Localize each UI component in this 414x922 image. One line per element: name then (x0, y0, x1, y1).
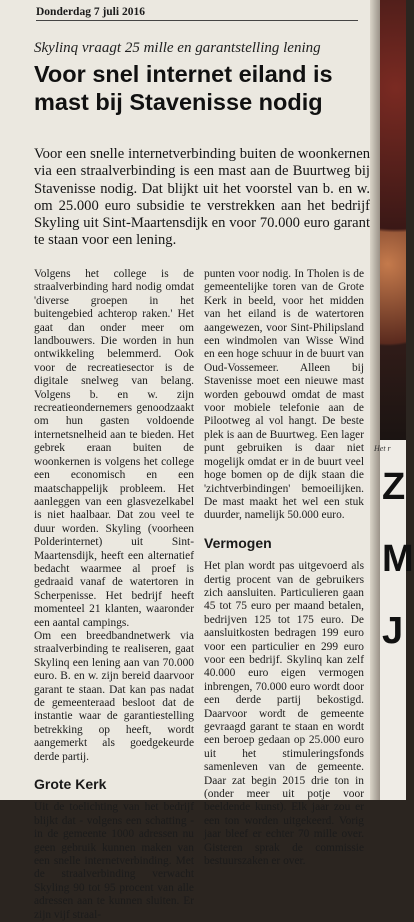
body-paragraph: Het plan wordt pas uitgevoerd als dertig procent van de gebruikers zich aansluiten. Particulieren gaan 45 tot 75 euro per maand betalen, bedrijven 125 tot 175 euro. De aansluitkosten bedragen 199 euro voor een particulier en 299 euro voor een bedrijf. Skylinq kan zelf 40.000 euro eigen vermogen inbrengen, 70.000 euro wordt door een derde partij bekostigd. Daarvoor wordt de gemeente gevraagd garant te staan en wordt een beroep gedaan op 25.000 euro uit het stimuleringsfonds samenleven van de gemeente. Daar zat begin 2015 drie ton in (onder meer uit potje voor beeldende kunst). Elk jaar zou er een ton worden uitgekeerd. Vorig jaar bleef er echter 70 mille over. Gisteren sprak de commissie bestuurszaken er over. (204, 560, 364, 868)
adjacent-headline-letter: M (382, 538, 414, 580)
body-paragraph: punten voor nodig. In Tholen is de gemeentelijke toren van de Grote Kerk in beeld, voor het midden van het eiland is de watertoren aangewezen, voor Sint-Philipsland een windmolen van Wisse Wind en een hoge schuur in de buurt van Oud-Vossemeer. Alleen bij Stavenisse moet een nieuwe mast worden gebouwd omdat de mast voor mobiele telefonie aan de Pilootweg al vol hangt. De beste plek is aan de Buurtweg. Een lager punt gebruiken is daar niet mogelijk omdat er in de buurt veel hoge bomen op de dijk staan die 'zichtverbindingen' bemoeilijken. De mast maakt het wel een stuk duurder, namelijk 50.000 euro. (204, 268, 364, 522)
article-column-1 (34, 268, 194, 922)
body-paragraph: Uit de toelichting van het bedrijf blijkt dat - volgens een schatting - in de gemeente 1000 adressen nu geen gebruik kunnen maken van een snelle internetverbinding. Met de straalverbinding verwacht Skyling 90 tot 95 procent van alle adressen aan te kunnen sluiten. Er zijn vijf straal- (34, 801, 194, 921)
subheading: Grote Kerk (34, 776, 107, 793)
adjacent-caption: Het r (374, 444, 391, 453)
adjacent-headline-letter: Z (382, 466, 406, 508)
article-column-2 (204, 268, 364, 868)
adjacent-headline-letter: J (382, 610, 404, 652)
headline: Voor snel internet eiland is mast bij Stavenisse nodig (34, 61, 333, 115)
lead-paragraph: Voor een snelle internetverbinding buiten de woonkernen via een straalverbinding is een mast aan de Buurtweg bij Stavenisse nodig. Dat blijkt uit het voorstel van b. en w. om 25.000 euro subsidie te verstrekken aan het bedrijf Skyling uit Sint-Maartensdijk en voor 70.000 euro garant te staan voor een lening. (34, 146, 370, 249)
page-fold-shadow (370, 0, 380, 800)
dateline: Donderdag 7 juli 2016 (36, 6, 358, 21)
body-paragraph: Volgens het college is de straalverbinding hard nodig omdat 'diverse groepen in het buitengebied achterop raken.' Het gaat dan onder meer om landbouwers. Die worden in hun ontwikkeling belemmerd. Ook voor de recreatiesector is de digitale snelweg van belang. Volgens b. en w. zijn recreatieondernemers genoodzaakt om hun gasten voldoende internetsnelheid aan te bieden. Het gebrek eraan buiten de woonkernen is volgens het college een economisch en een maatschappelijk probleem. Het aanleggen van een glasvezelkabel is niet haalbaar. Dat zou veel te duur worden. Skyling (voorheen Polderinternet) uit Sint-Maartensdijk, heeft een alternatief bedacht waarmee al proef is gedraaid vanaf de watertoren in Scherpenisse. Het bedrijf heeft momenteel 21 klanten, waaronder een aantal campings. (34, 268, 194, 629)
kicker: Skylinq vraagt 25 mille en garantstelling lening (34, 40, 321, 56)
adjacent-photo (380, 0, 406, 440)
subheading: Vermogen (204, 534, 272, 551)
adjacent-page (374, 0, 414, 800)
body-paragraph: Om een breedbandnetwerk via straalverbinding te realiseren, gaat Skylinq een lening aan van 70.000 euro. B. en w. zijn bereid daarvoor garant te staan. Dat kan pas nadat de gemeenteraad besloot dat de instantie waar de garantiestelling betrekking op heeft, wordt aangemerkt als goedgekeurde derde partij. (34, 629, 194, 763)
